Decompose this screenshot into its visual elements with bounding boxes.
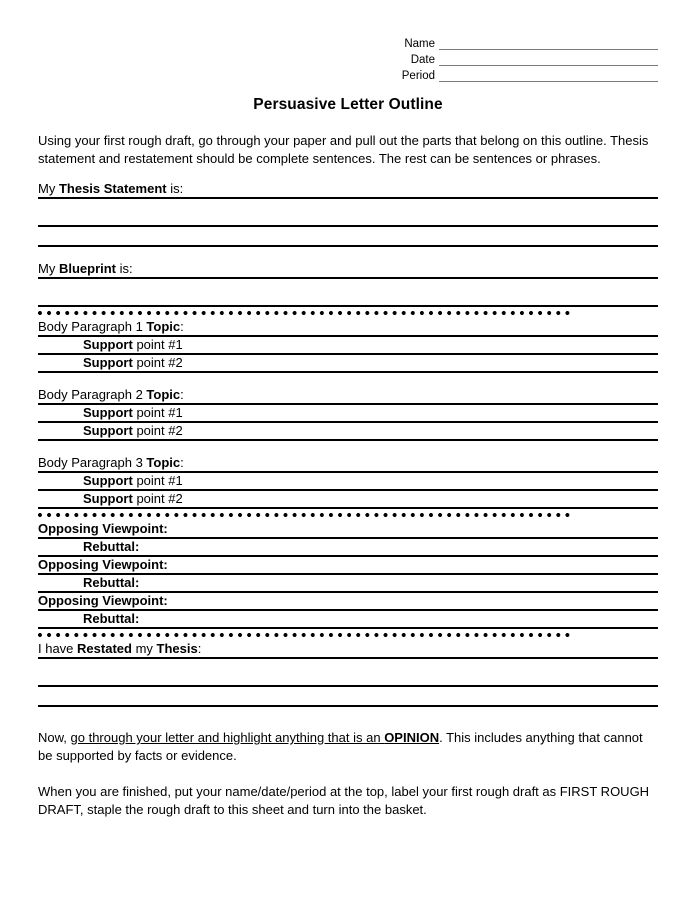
body-paragraph-1-topic-line[interactable] bbox=[38, 319, 658, 337]
blueprint-line[interactable] bbox=[38, 261, 658, 279]
restated-thesis-label: I have Restated my Thesis: bbox=[38, 641, 202, 656]
spacer bbox=[38, 659, 658, 667]
body-paragraph-3-topic-line[interactable] bbox=[38, 455, 658, 473]
body-paragraph-1-support-1-label: Support point #1 bbox=[83, 337, 183, 352]
spacer bbox=[38, 199, 658, 207]
rebuttal-1-label: Rebuttal: bbox=[83, 539, 140, 554]
opposing-viewpoint-2-line[interactable] bbox=[38, 557, 658, 575]
opinion-instruction-paragraph: Now, go through your letter and highlight anything that is an OPINION. This includes anything that cannot be supported by facts or evidence. bbox=[38, 730, 643, 763]
spacer bbox=[38, 247, 658, 261]
spacer bbox=[38, 441, 658, 455]
thesis-write-line-1[interactable] bbox=[38, 207, 658, 227]
rebuttal-2-line[interactable] bbox=[38, 575, 658, 593]
body-paragraph-2-support-1-line[interactable] bbox=[38, 405, 658, 423]
body-paragraph-1-support-2-line[interactable] bbox=[38, 355, 658, 373]
name-label: Name bbox=[404, 38, 435, 50]
restated-thesis-line[interactable] bbox=[38, 641, 658, 659]
period-field-row bbox=[383, 68, 658, 82]
date-input-line[interactable] bbox=[439, 54, 658, 66]
spacer bbox=[38, 373, 658, 387]
dotted-rule bbox=[38, 513, 573, 517]
thesis-statement-label: My Thesis Statement is: bbox=[38, 181, 184, 196]
thesis-statement-line[interactable] bbox=[38, 181, 658, 199]
body-paragraph-1-topic-label: Body Paragraph 1 Topic: bbox=[38, 319, 184, 334]
dotted-rule bbox=[38, 633, 573, 637]
dotted-rule bbox=[38, 311, 573, 315]
rebuttal-3-line[interactable] bbox=[38, 611, 658, 629]
period-label: Period bbox=[401, 70, 435, 82]
opposing-viewpoint-3-label: Opposing Viewpoint: bbox=[38, 593, 168, 608]
rebuttal-3-label: Rebuttal: bbox=[83, 611, 140, 626]
submission-instruction-paragraph: When you are finished, put your name/date/period at the top, label your first rough draft as FIRST ROUGH DRAFT, staple the rough draft to this sheet and turn into the basket. bbox=[38, 784, 650, 817]
blueprint-write-line-1[interactable] bbox=[38, 287, 658, 307]
page-title: Persuasive Letter Outline bbox=[253, 96, 443, 113]
intro-paragraph: Using your first rough draft, go through your paper and pull out the parts that belong on this outline. Thesis statement and restatement should be complete sentences. The rest can be sentences or phrases. bbox=[38, 133, 649, 166]
restated-write-line-2[interactable] bbox=[38, 687, 658, 707]
restated-write-line-1[interactable] bbox=[38, 667, 658, 687]
body-paragraph-2-support-2-label: Support point #2 bbox=[83, 423, 183, 438]
spacer bbox=[38, 167, 658, 181]
rebuttal-1-line[interactable] bbox=[38, 539, 658, 557]
date-field-row bbox=[383, 52, 658, 66]
body-paragraph-2-topic-line[interactable] bbox=[38, 387, 658, 405]
spacer bbox=[38, 279, 658, 287]
body-paragraph-2-support-2-line[interactable] bbox=[38, 423, 658, 441]
body-paragraph-2-support-1-label: Support point #1 bbox=[83, 405, 183, 420]
body-paragraph-1-support-2-label: Support point #2 bbox=[83, 355, 183, 370]
dotted-separator-bottom bbox=[38, 629, 573, 641]
thesis-write-line-2[interactable] bbox=[38, 227, 658, 247]
dotted-separator-top bbox=[38, 307, 573, 319]
rebuttal-2-label: Rebuttal: bbox=[83, 575, 140, 590]
name-field-row bbox=[383, 36, 658, 50]
body-paragraph-3-support-1-line[interactable] bbox=[38, 473, 658, 491]
opposing-viewpoint-1-label: Opposing Viewpoint: bbox=[38, 521, 168, 536]
period-input-line[interactable] bbox=[439, 70, 658, 82]
body-paragraph-3-support-2-line[interactable] bbox=[38, 491, 658, 509]
opinion-underlined-text: go through your letter and highlight anything that is an OPINION bbox=[70, 730, 440, 745]
body-paragraph-3-support-2-label: Support point #2 bbox=[83, 491, 183, 506]
body-paragraph-3-support-1-label: Support point #1 bbox=[83, 473, 183, 488]
body-paragraph-3-topic-label: Body Paragraph 3 Topic: bbox=[38, 455, 184, 470]
dotted-separator-middle bbox=[38, 509, 573, 521]
body-paragraph-1-support-1-line[interactable] bbox=[38, 337, 658, 355]
name-input-line[interactable] bbox=[439, 38, 658, 50]
date-label: Date bbox=[410, 54, 435, 66]
opposing-viewpoint-2-label: Opposing Viewpoint: bbox=[38, 557, 168, 572]
student-info-header bbox=[383, 0, 658, 82]
blueprint-label: My Blueprint is: bbox=[38, 261, 133, 276]
opposing-viewpoint-3-line[interactable] bbox=[38, 593, 658, 611]
opposing-viewpoint-1-line[interactable] bbox=[38, 521, 658, 539]
body-paragraph-2-topic-label: Body Paragraph 2 Topic: bbox=[38, 387, 184, 402]
